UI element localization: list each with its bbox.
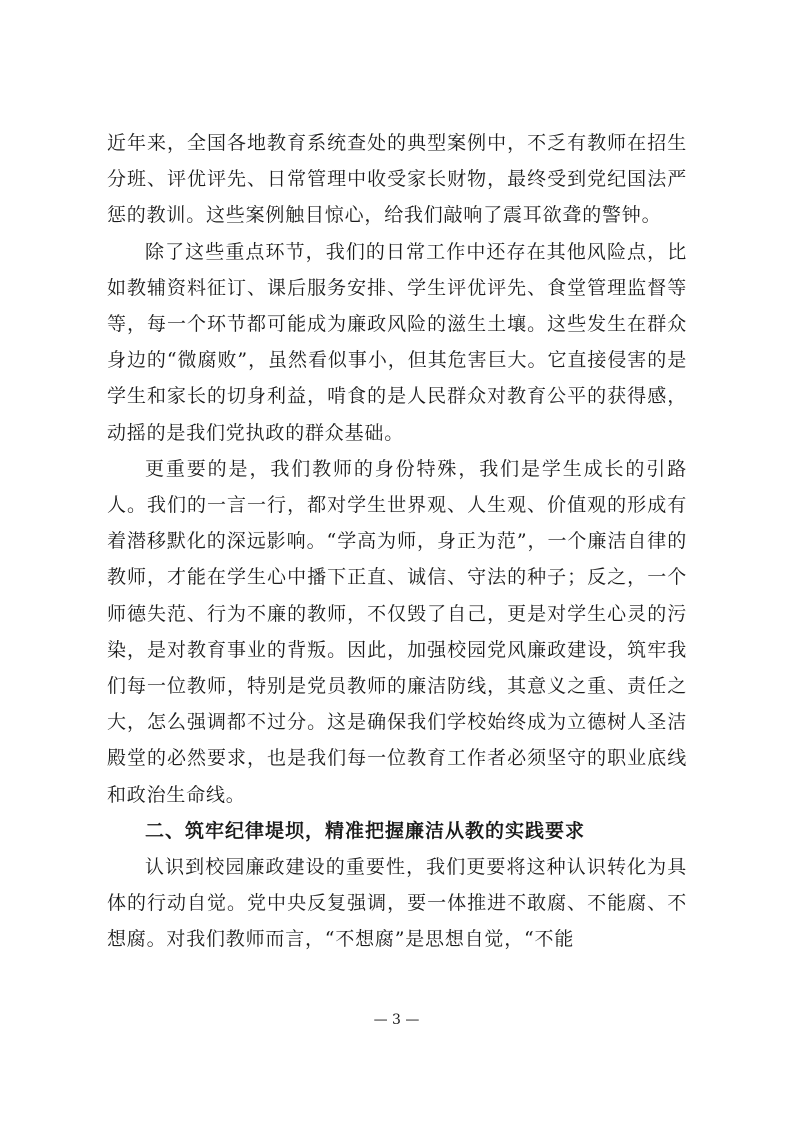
document-body <box>107 125 687 958</box>
paragraph-1: 近年来，全国各地教育系统查处的典型案例中，不乏有教师在招生分班、评优评先、日常管理中收受家长财物，最终受到党纪国法严惩的教训。这些案例触目惊心，给我们敲响了震耳欲聋的警钟。 <box>107 132 687 227</box>
paragraph-4: 认识到校园廉政建设的重要性，我们更要将这种认识转化为具体的行动自觉。党中央反复强调，要一体推进不敢腐、不能腐、不想腐。对我们教师而言，“不想腐”是思想自觉，“不能 <box>107 856 687 951</box>
page-number: — 3 — <box>373 1012 420 1028</box>
paragraph-2: 除了这些重点环节，我们的日常工作中还存在其他风险点，比如教辅资料征订、课后服务安排、学生评优评先、食堂管理监督等等，每一个环节都可能成为廉政风险的滋生土壤。这些发生在群众身边的“微腐败”，虽然看似事小，但其危害巨大。它直接侵害的是学生和家长的切身利益，啃食的是人民群众对教育公平的获得感，动摇的是我们党执政的群众基础。 <box>107 240 687 444</box>
section-heading: 二、筑牢纪律堤坝，精准把握廉洁从教的实践要求 <box>145 819 586 842</box>
paragraph-3: 更重要的是，我们教师的身份特殊，我们是学生成长的引路人。我们的一言一行，都对学生世界观、人生观、价值观的形成有着潜移默化的深远影响。“学高为师，身正为范”，一个廉洁自律的教师，才能在学生心中播下正直、诚信、守法的种子；反之，一个师德失范、行为不廉的教师，不仅毁了自己，更是对学生心灵的污染，是对教育事业的背叛。因此，加强校园党风廉政建设，筑牢我们每一位教师，特别是党员教师的廉洁防线，其意义之重、责任之大，怎么强调都不过分。这是确保我们学校始终成为立德树人圣洁殿堂的必然要求，也是我们每一位教育工作者必须坚守的职业底线和政治生命线。 <box>107 457 687 806</box>
